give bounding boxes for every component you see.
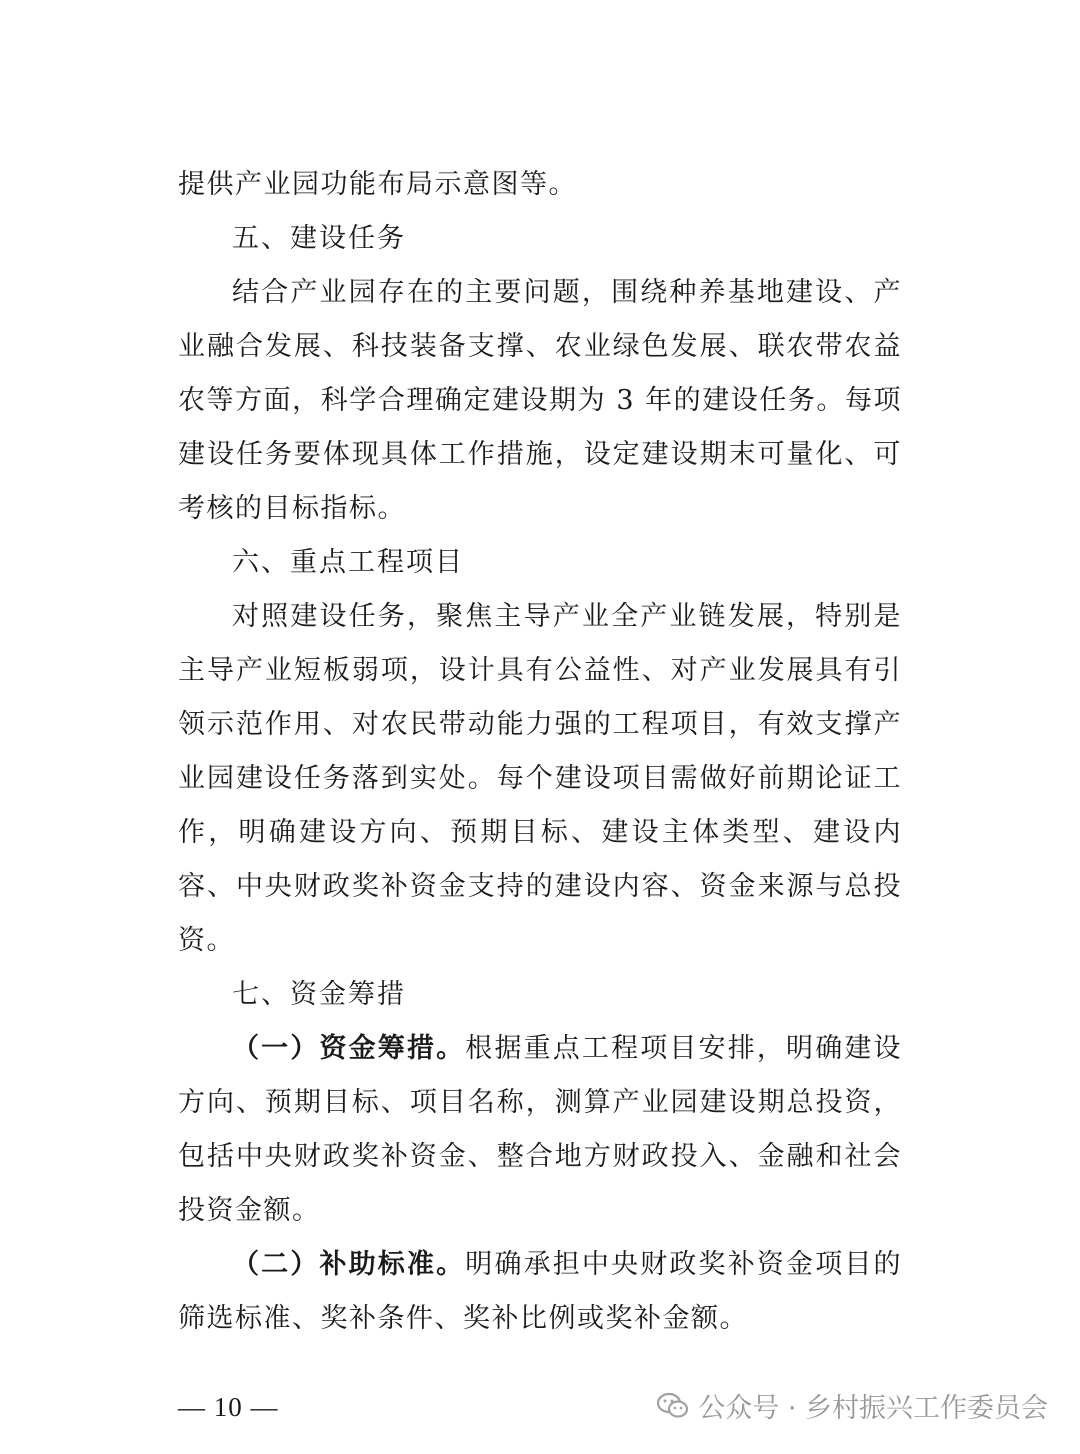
subsection-lead-2: （二）补助标准。 [232, 1249, 466, 1280]
paragraph-fund-raising [178, 1022, 902, 1238]
watermark-text: 公众号 · 乡村振兴工作委员会 [698, 1393, 1048, 1424]
paragraph-key-projects: 对照建设任务，聚焦主导产业全产业链发展，特别是主导产业短板弱项，设计具有公益性、对产业发展具有引领示范作用、对农民带动能力强的工程项目，有效支撑产业园建设任务落到实处。每个建设项目需做好前期论证工作，明确建设方向、预期目标、建设主体类型、建设内容、中央财政奖补资金支持的建设内容、资金来源与总投资。 [178, 601, 902, 956]
paragraph-subsidy-standard-text: 明确承担中央财政奖补资金项目的筛选标准、奖补条件、奖补比例或奖补金额。 [178, 1249, 903, 1334]
paragraph-subsidy-standard [178, 1238, 902, 1346]
section-heading-6: 六、重点工程项目 [232, 547, 464, 578]
watermark [656, 1386, 1048, 1425]
paragraph-continuation: 提供产业园功能布局示意图等。 [178, 169, 577, 200]
section-heading-5: 五、建设任务 [232, 223, 406, 254]
page-number: — 10 — [178, 1392, 279, 1422]
paragraph-fund-raising-text: 根据重点工程项目安排，明确建设方向、预期目标、项目名称，测算产业园建设期总投资，包括中央财政奖补资金、整合地方财政投入、金融和社会投资金额。 [178, 1033, 903, 1226]
section-heading-7: 七、资金筹措 [232, 979, 406, 1010]
subsection-lead-1: （一）资金筹措。 [232, 1033, 466, 1064]
wechat-icon [656, 1391, 690, 1421]
paragraph-construction-tasks: 结合产业园存在的主要问题，围绕种养基地建设、产业融合发展、科技装备支撑、农业绿色发展、联农带农益农等方面，科学合理确定建设期为 3 年的建设任务。每项建设任务要体现具体工作措施，设定建设期末可量化、可考核的目标指标。 [178, 277, 902, 524]
document-body [178, 158, 902, 1346]
